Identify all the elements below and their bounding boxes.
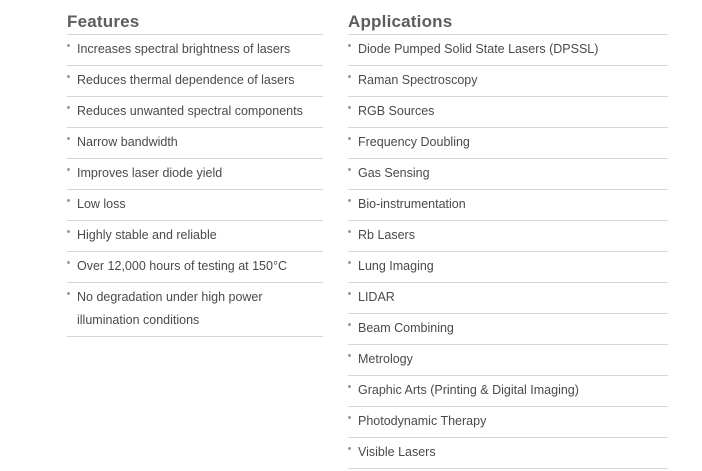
list-item-text: Highly stable and reliable xyxy=(77,228,217,242)
list-item-text: Increases spectral brightness of lasers xyxy=(77,42,291,56)
list-item xyxy=(348,438,668,469)
features-column xyxy=(67,12,323,337)
list-item xyxy=(348,345,668,376)
bullet-icon xyxy=(67,106,70,109)
bullet-icon xyxy=(67,230,70,233)
list-item-text: Low loss xyxy=(77,197,126,211)
list-item-text: Visible Lasers xyxy=(358,445,436,459)
applications-list xyxy=(348,35,668,469)
bullet-icon xyxy=(348,106,351,109)
applications-heading: Applications xyxy=(348,12,668,35)
bullet-icon xyxy=(348,447,351,450)
list-item xyxy=(67,35,323,66)
list-item-text: Narrow bandwidth xyxy=(77,135,178,149)
list-item xyxy=(67,97,323,128)
bullet-icon xyxy=(348,44,351,47)
features-list xyxy=(67,35,323,337)
list-item xyxy=(348,128,668,159)
bullet-icon xyxy=(348,354,351,357)
list-item-text: Photodynamic Therapy xyxy=(358,414,487,428)
list-item xyxy=(348,97,668,128)
list-item xyxy=(348,283,668,314)
bullet-icon xyxy=(348,416,351,419)
bullet-icon xyxy=(67,168,70,171)
bullet-icon xyxy=(348,261,351,264)
list-item xyxy=(67,252,323,283)
bullet-icon xyxy=(67,44,70,47)
list-item-text: Reduces thermal dependence of lasers xyxy=(77,73,295,87)
bullet-icon xyxy=(67,199,70,202)
list-item-text: Frequency Doubling xyxy=(358,135,470,149)
list-item xyxy=(348,252,668,283)
list-item-text: Rb Lasers xyxy=(358,228,415,242)
bullet-icon xyxy=(348,75,351,78)
list-item xyxy=(348,376,668,407)
list-item xyxy=(348,190,668,221)
bullet-icon xyxy=(348,323,351,326)
list-item-text: No degradation under high power illumination conditions xyxy=(77,290,263,327)
list-item xyxy=(348,314,668,345)
list-item xyxy=(348,66,668,97)
list-item-text: Improves laser diode yield xyxy=(77,166,223,180)
list-item xyxy=(348,35,668,66)
list-item-text: Beam Combining xyxy=(358,321,454,335)
list-item xyxy=(67,283,323,337)
bullet-icon xyxy=(348,385,351,388)
list-item-text: Raman Spectroscopy xyxy=(358,73,478,87)
bullet-icon xyxy=(348,230,351,233)
list-item xyxy=(67,66,323,97)
list-item xyxy=(67,159,323,190)
bullet-icon xyxy=(348,168,351,171)
bullet-icon xyxy=(67,292,70,295)
list-item xyxy=(67,128,323,159)
list-item xyxy=(348,159,668,190)
features-heading: Features xyxy=(67,12,323,35)
list-item-text: Metrology xyxy=(358,352,413,366)
list-item xyxy=(67,190,323,221)
bullet-icon xyxy=(348,199,351,202)
list-item-text: Gas Sensing xyxy=(358,166,430,180)
list-item xyxy=(67,221,323,252)
list-item xyxy=(348,221,668,252)
list-item-text: Graphic Arts (Printing & Digital Imaging) xyxy=(358,383,579,397)
list-item xyxy=(348,407,668,438)
list-item-text: Bio-instrumentation xyxy=(358,197,466,211)
applications-column xyxy=(348,12,668,469)
list-item-text: Reduces unwanted spectral components xyxy=(77,104,303,118)
bullet-icon xyxy=(67,137,70,140)
bullet-icon xyxy=(348,137,351,140)
bullet-icon xyxy=(348,292,351,295)
list-item-text: Over 12,000 hours of testing at 150°C xyxy=(77,259,287,273)
list-item-text: RGB Sources xyxy=(358,104,435,118)
bullet-icon xyxy=(67,75,70,78)
bullet-icon xyxy=(67,261,70,264)
list-item-text: Diode Pumped Solid State Lasers (DPSSL) xyxy=(358,42,599,56)
list-item-text: Lung Imaging xyxy=(358,259,434,273)
list-item-text: LIDAR xyxy=(358,290,395,304)
